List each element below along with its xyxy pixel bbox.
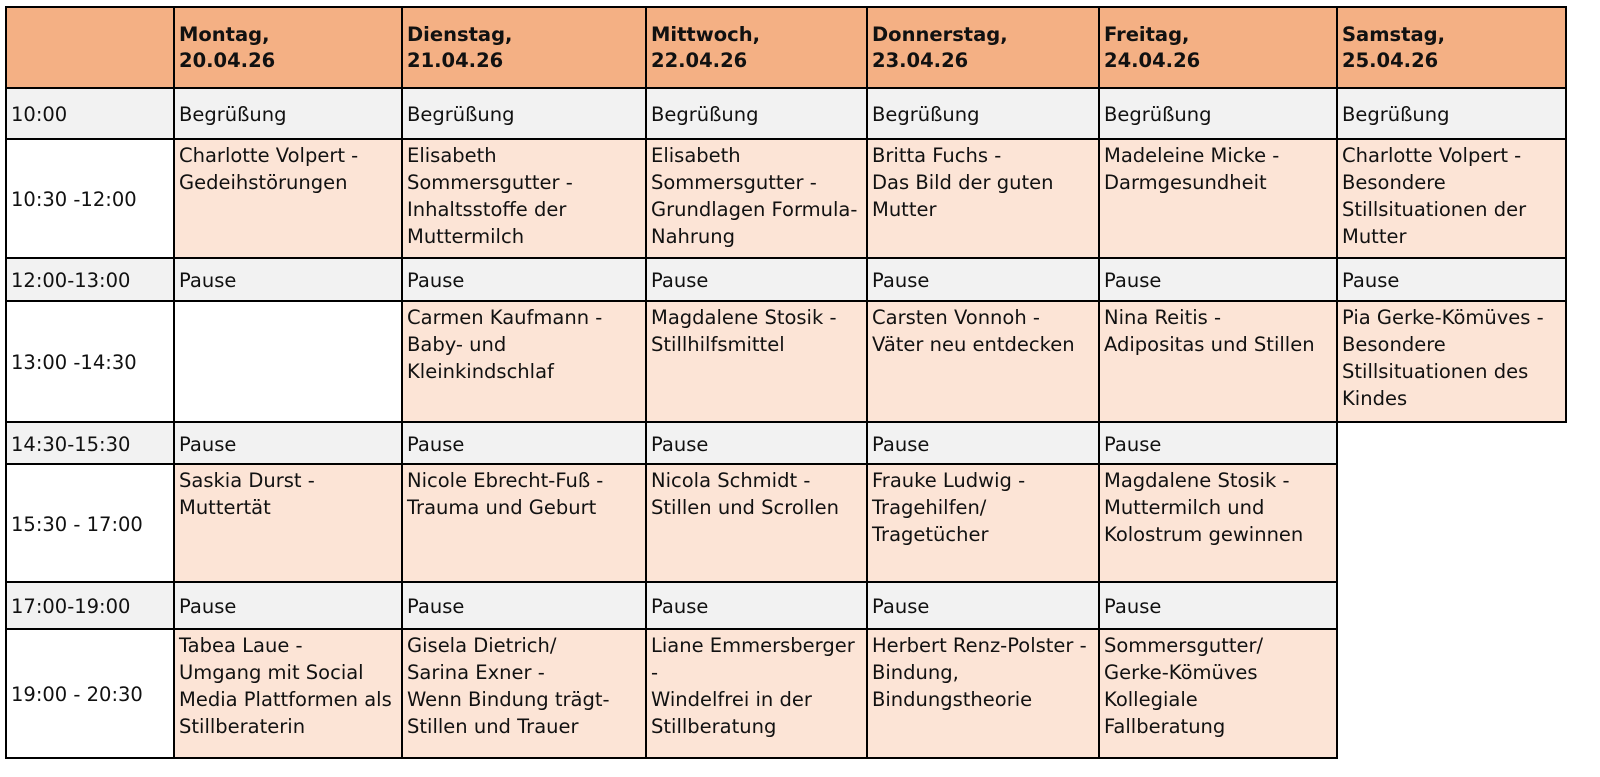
time-label: 12:00-13:00: [11, 269, 131, 292]
session-text: Nicola Schmidt - Stillen und Scrollen: [651, 469, 839, 519]
break-cell: [1098, 421, 1338, 465]
break-cell: [1098, 257, 1338, 302]
session-cell: [645, 138, 868, 259]
session-text: Britta Fuchs - Das Bild der guten Mutter: [872, 144, 1054, 221]
break-cell: [173, 421, 403, 465]
session-text: Madeleine Micke - Darmgesundheit: [1104, 144, 1280, 194]
session-text: Magdalene Stosik - Muttermilch und Kolostrum gewinnen: [1104, 469, 1304, 546]
session-cell: [401, 463, 647, 583]
break-label: Pause: [651, 432, 709, 456]
break-label: Pause: [872, 269, 930, 292]
break-label: Begrüßung: [1342, 103, 1450, 126]
break-cell: [1336, 87, 1567, 140]
session-text: Carsten Vonnoh - Väter neu entdecken: [872, 306, 1075, 356]
session-cell: [866, 628, 1100, 759]
session-text: Pia Gerke-Kömüves - Besondere Stillsituationen des Kindes: [1342, 306, 1544, 410]
session-cell: [1098, 138, 1338, 259]
break-cell: [645, 421, 868, 465]
break-label: Begrüßung: [179, 103, 287, 126]
break-cell: [645, 257, 868, 302]
time-label: 10:30 -12:00: [11, 188, 137, 211]
day-date: 23.04.26: [872, 49, 969, 72]
break-label: Begrüßung: [872, 103, 980, 126]
day-header-3: [645, 6, 868, 89]
session-text: Elisabeth Sommersgutter - Grundlagen Formula- Nahrung: [651, 144, 858, 248]
session-text: Nina Reitis - Adipositas und Stillen: [1104, 306, 1315, 356]
break-label: Begrüßung: [651, 103, 759, 126]
time-slot: [5, 300, 175, 423]
session-text: Gisela Dietrich/ Sarina Exner - Wenn Bindung trägt- Stillen und Trauer: [407, 634, 610, 738]
time-slot: [5, 87, 175, 140]
time-label: 10:00: [11, 103, 68, 126]
day-header-5: [1098, 6, 1338, 89]
session-cell: [866, 300, 1100, 423]
break-label: Begrüßung: [407, 103, 515, 126]
session-text: Herbert Renz-Polster - Bindung, Bindungstheorie: [872, 634, 1087, 711]
break-cell: [1098, 581, 1338, 630]
day-name: Donnerstag,: [872, 23, 1008, 46]
day-name: Dienstag,: [407, 23, 513, 46]
day-date: 25.04.26: [1342, 49, 1439, 72]
day-name: Samstag,: [1342, 23, 1445, 46]
break-label: Pause: [179, 269, 237, 292]
time-label: 13:00 -14:30: [11, 351, 137, 374]
break-label: Pause: [179, 432, 237, 456]
break-label: Begrüßung: [1104, 103, 1212, 126]
break-label: Pause: [1104, 595, 1162, 618]
day-date: 21.04.26: [407, 49, 504, 72]
day-header-6: [1336, 6, 1567, 89]
session-cell: [1336, 138, 1567, 259]
session-text: Frauke Ludwig - Tragehilfen/ Tragetücher: [872, 469, 1026, 546]
break-cell: [173, 581, 403, 630]
time-slot: [5, 628, 175, 759]
session-cell: [1336, 300, 1567, 423]
session-cell: [1098, 463, 1338, 583]
time-slot: [5, 138, 175, 259]
break-cell: [866, 87, 1100, 140]
day-header-1: [173, 6, 403, 89]
break-label: Pause: [1104, 269, 1162, 292]
break-label: Pause: [872, 432, 930, 456]
day-date: 24.04.26: [1104, 49, 1201, 72]
session-cell: [173, 138, 403, 259]
session-text: Tabea Laue - Umgang mit Social Media Plattformen als Stillberaterin: [179, 634, 392, 738]
session-text: Elisabeth Sommersgutter - Inhaltsstoffe der Muttermilch: [407, 144, 573, 248]
break-cell: [645, 581, 868, 630]
session-text: Nicole Ebrecht-Fuß - Trauma und Geburt: [407, 469, 604, 519]
empty-cell: [173, 300, 403, 423]
time-slot: [5, 463, 175, 583]
session-cell: [401, 138, 647, 259]
session-cell: [173, 463, 403, 583]
session-cell: [401, 300, 647, 423]
session-cell: [173, 628, 403, 759]
break-label: Pause: [1104, 432, 1162, 456]
session-text: Charlotte Volpert - Gedeihstörungen: [179, 144, 359, 194]
day-name: Freitag,: [1104, 23, 1190, 46]
session-text: Magdalene Stosik - Stillhilfsmittel: [651, 306, 837, 356]
day-date: 22.04.26: [651, 49, 748, 72]
break-label: Pause: [651, 269, 709, 292]
session-text: Sommersgutter/ Gerke-Kömüves Kollegiale Fallberatung: [1104, 634, 1264, 738]
time-slot: [5, 421, 175, 465]
session-cell: [645, 300, 868, 423]
day-name: Mittwoch,: [651, 23, 760, 46]
session-cell: [1098, 628, 1338, 759]
break-cell: [401, 421, 647, 465]
time-slot: [5, 581, 175, 630]
header-corner-cell: [5, 6, 175, 89]
session-cell: [645, 463, 868, 583]
day-header-4: [866, 6, 1100, 89]
day-date: 20.04.26: [179, 49, 276, 72]
day-header-2: [401, 6, 647, 89]
break-label: Pause: [651, 595, 709, 618]
session-cell: [401, 628, 647, 759]
break-cell: [173, 257, 403, 302]
session-cell: [866, 138, 1100, 259]
break-cell: [401, 257, 647, 302]
break-label: Pause: [407, 432, 465, 456]
break-cell: [1098, 87, 1338, 140]
break-label: Pause: [1342, 269, 1400, 292]
day-name: Montag,: [179, 23, 270, 46]
break-cell: [866, 257, 1100, 302]
session-text: Saskia Durst - Muttertät: [179, 469, 315, 519]
break-label: Pause: [179, 595, 237, 618]
time-slot: [5, 257, 175, 302]
session-cell: [1098, 300, 1338, 423]
session-text: Liane Emmersberger - Windelfrei in der Stillberatung: [651, 634, 855, 738]
break-cell: [866, 421, 1100, 465]
session-cell: [645, 628, 868, 759]
break-cell: [866, 581, 1100, 630]
time-label: 19:00 - 20:30: [11, 683, 143, 706]
break-label: Pause: [407, 269, 465, 292]
session-text: Carmen Kaufmann - Baby- und Kleinkindschlaf: [407, 306, 603, 383]
break-label: Pause: [872, 595, 930, 618]
break-cell: [401, 87, 647, 140]
time-label: 14:30-15:30: [11, 432, 131, 456]
break-cell: [1336, 257, 1567, 302]
session-cell: [866, 463, 1100, 583]
session-text: Charlotte Volpert - Besondere Stillsituationen der Mutter: [1342, 144, 1527, 248]
break-cell: [401, 581, 647, 630]
break-cell: [173, 87, 403, 140]
time-label: 15:30 - 17:00: [11, 512, 143, 536]
break-label: Pause: [407, 595, 465, 618]
break-cell: [645, 87, 868, 140]
time-label: 17:00-19:00: [11, 595, 131, 618]
